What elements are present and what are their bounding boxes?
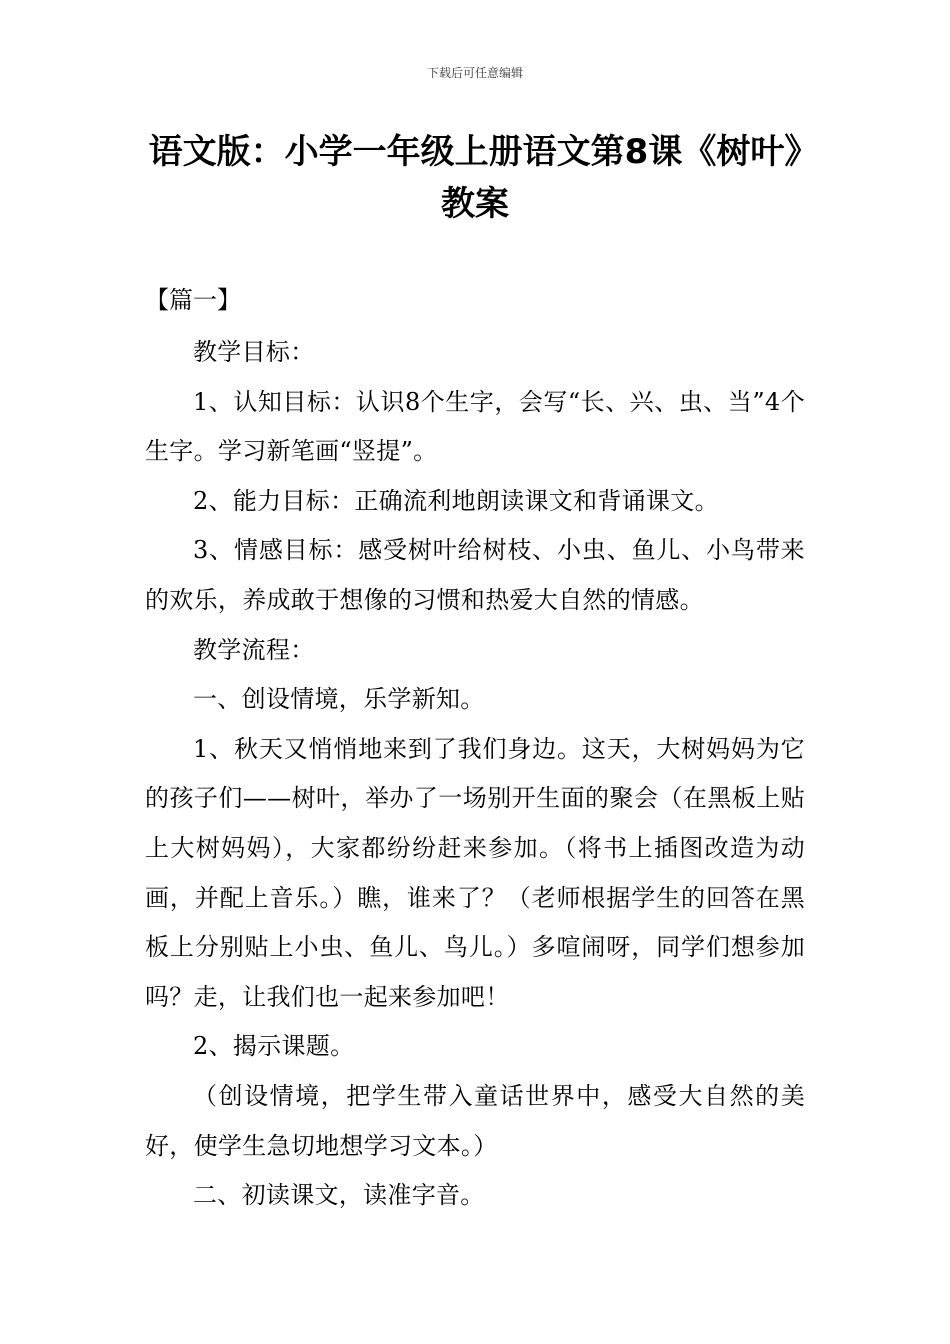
paragraph-ability-goal: 2、能力目标：正确流利地朗读课文和背诵课文。 [193,486,719,515]
document-body [145,328,805,1221]
document-title: 语文版：小学一年级上册语文第8课《树叶》教案 [148,132,802,224]
download-note: 下载后可任意编辑 [426,66,523,80]
paragraph-emotional-goal: 3、情感目标：感受树叶给树枝、小虫、鱼儿、小鸟带来的欢乐，养成敢于想像的习惯和热爱大自然的情感。 [145,536,805,614]
paragraph-autumn-story: 1、秋天又悄悄地来到了我们身边。这天，大树妈妈为它的孩子们——树叶，举办了一场别开生面的聚会（在黑板上贴上大树妈妈），大家都纷纷赶来参加。（将书上插图改造为动画，并配上音乐。）瞧，谁来了？（老师根据学生的回答在黑板上分别贴上小虫、鱼儿、鸟儿。）多喧闹呀，同学们想参加吗？走，让我们也一起来参加吧！ [145,734,805,1011]
paragraph-objectives-heading: 教学目标： [193,338,315,366]
paragraph-cognitive-goal: 1、认知目标：认识8个生字，会写“长、兴、虫、当”4个生字。学习新笔画“竖提”。 [145,387,805,466]
paragraph-situation-note: （创设情境，把学生带入童话世界中，感受大自然的美好，使学生急切地想学习文本。） [145,1081,805,1160]
section-heading: 【篇一】 [145,286,241,314]
paragraph-step-one: 一、创设情境，乐学新知。 [193,685,485,714]
paragraph-reveal-topic: 2、揭示课题。 [193,1032,355,1061]
paragraph-step-two: 二、初读课文，读准字音。 [193,1181,485,1210]
paragraph-process-heading: 教学流程： [193,635,315,664]
